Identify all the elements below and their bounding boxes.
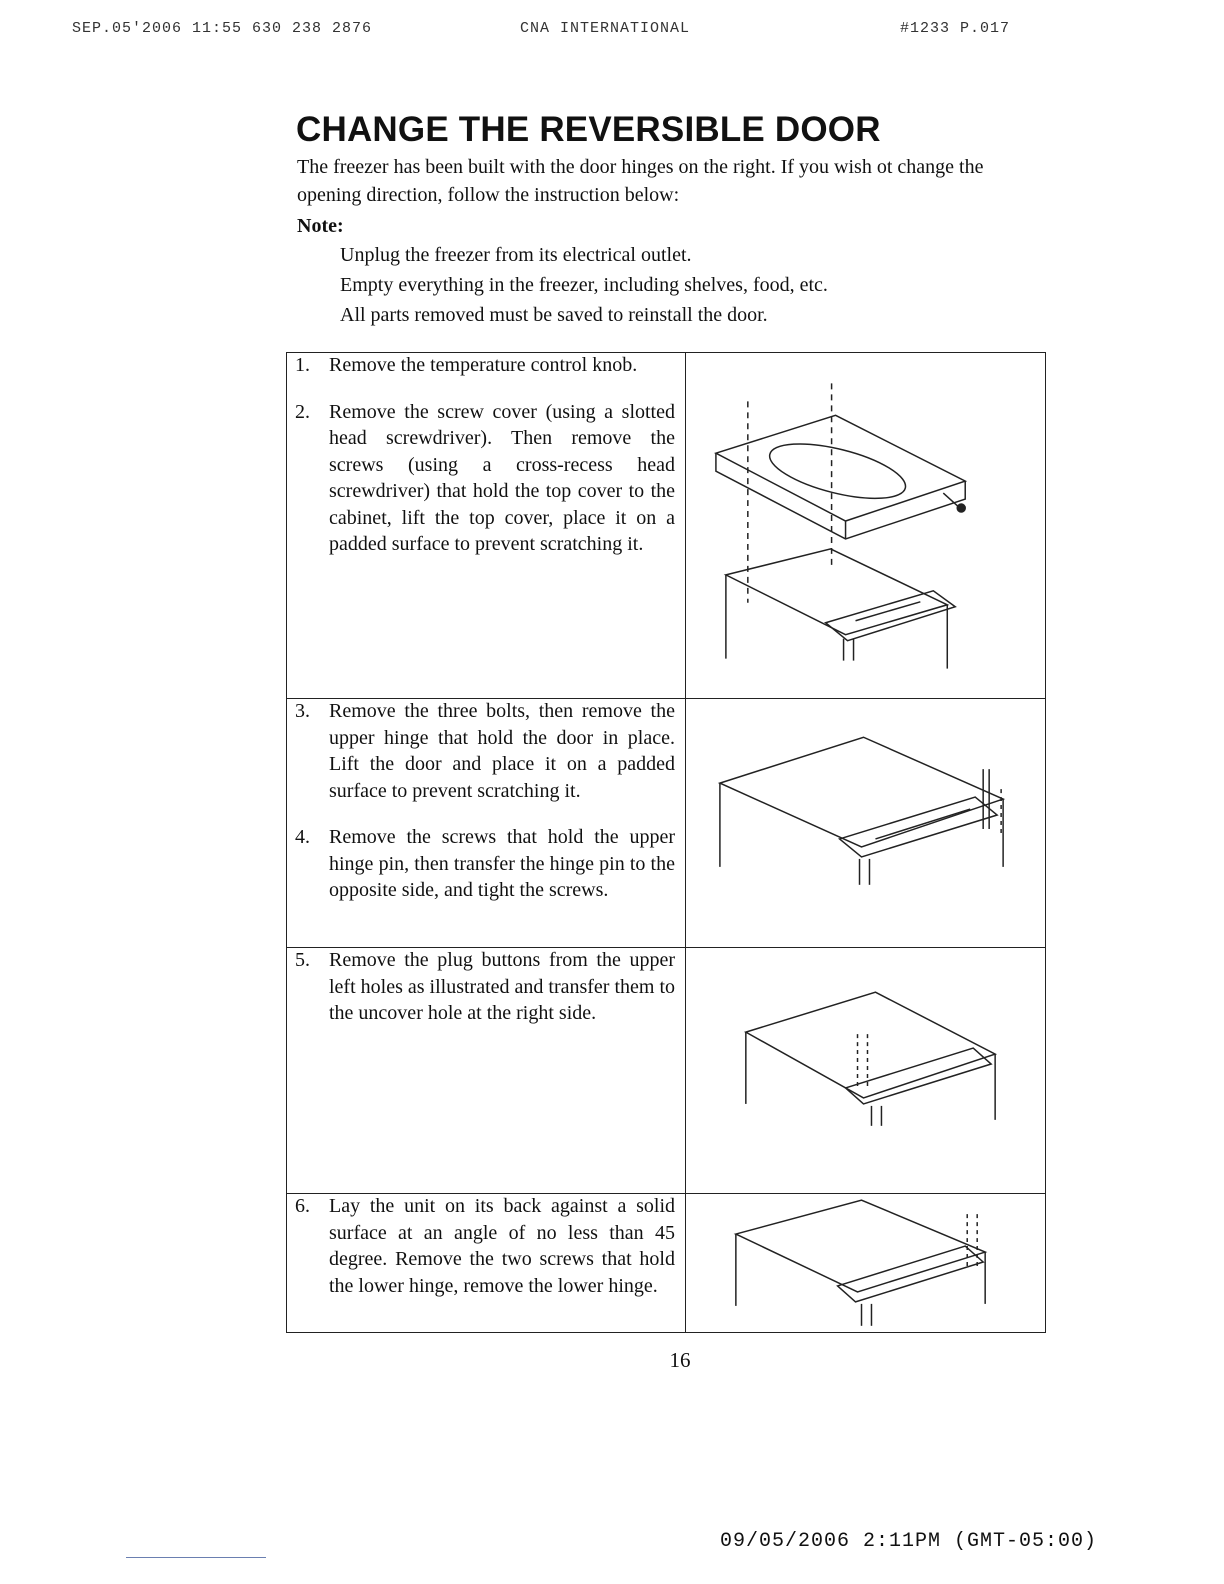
step-number: 3. — [295, 700, 310, 722]
fax-company: CNA INTERNATIONAL — [520, 20, 691, 37]
step-list — [287, 352, 685, 558]
step-number: 2. — [295, 400, 310, 423]
top-cover-edge — [716, 453, 965, 539]
intro-line-1: The freezer has been built with the door hinges on the right. If you wish ot change the — [297, 156, 984, 178]
note-item: Unplug the freezer from its electrical outlet. — [340, 244, 692, 266]
bottom-rule — [126, 1557, 266, 1558]
step-list — [287, 1193, 685, 1299]
step-list — [287, 947, 685, 1027]
top-cover-opening — [765, 433, 911, 509]
step-number: 4. — [295, 826, 310, 848]
step-text: Remove the screw cover (using a slotted head screwdriver). Then remove the screws (using a cross-recess head screwdriver) that hold the top cover to the cabinet, lift the top cover, place it on a padded surface to prevent scratching it. — [329, 400, 675, 555]
intro-line-2: opening direction, follow the instruction below: — [297, 184, 680, 206]
step-1 — [287, 352, 685, 379]
note-item: Empty everything in the freezer, including shelves, food, etc. — [340, 274, 828, 296]
control-panel — [838, 1246, 984, 1302]
table-row — [287, 1194, 1046, 1333]
step-3 — [287, 698, 685, 804]
top-cover-removal-illustration — [686, 353, 1045, 698]
control-panel — [826, 591, 956, 641]
step-text: Remove the three bolts, then remove the upper hinge that hold the door in place. Lift the door and place it on a padded surface to prevent scratching it. — [329, 700, 675, 802]
table-row — [287, 699, 1046, 948]
cabinet-top — [726, 549, 947, 635]
step-text: Remove the temperature control knob. — [329, 354, 638, 376]
note-list — [297, 240, 1047, 330]
step-number: 5. — [295, 949, 310, 971]
step-2 — [287, 399, 685, 558]
figure-lower-hinge-cell — [686, 1194, 1046, 1333]
fax-job-page: #1233 P.017 — [900, 20, 1011, 37]
fax-header — [72, 20, 1032, 42]
fax-footer-timestamp: 09/05/2006 2:11PM (GMT-05:00) — [720, 1530, 1098, 1553]
cabinet-top — [746, 992, 995, 1098]
step-number: 6. — [295, 1195, 310, 1217]
steps-3-4-cell — [287, 699, 686, 948]
upper-hinge-illustration — [686, 699, 1045, 947]
page-title: CHANGE THE REVERSIBLE DOOR — [296, 110, 881, 149]
top-cover-shape — [716, 415, 965, 521]
table-row — [287, 353, 1046, 699]
cabinet-top — [720, 737, 1003, 847]
step-text: Lay the unit on its back against a solid surface at an angle of no less than 45 degree. Remove the two screws that hold the lower hinge, remove the lower hinge. — [329, 1195, 675, 1297]
fax-date-time-phone: SEP.05'2006 11:55 630 238 2876 — [72, 20, 373, 37]
figure-top-cover-cell — [686, 353, 1046, 699]
step-5-cell — [287, 948, 686, 1194]
screw-cover-icon — [957, 504, 965, 512]
step-list — [287, 698, 685, 904]
step-text: Remove the plug buttons from the upper left holes as illustrated and transfer them to the uncover hole at the right side. — [329, 949, 676, 1024]
figure-upper-hinge-cell — [686, 699, 1046, 948]
step-text: Remove the screws that hold the upper hinge pin, then transfer the hinge pin to the opposite side, and tight the screws. — [329, 826, 675, 901]
intro — [297, 153, 1047, 330]
table-row — [287, 948, 1046, 1194]
step-6-cell — [287, 1194, 686, 1333]
plug-buttons-illustration — [686, 948, 1045, 1193]
steps-table — [286, 352, 1046, 1333]
step-5 — [287, 947, 685, 1027]
step-number: 1. — [295, 354, 310, 376]
step-6 — [287, 1193, 685, 1299]
note-item: All parts removed must be saved to reinstall the door. — [340, 304, 768, 326]
page-number: 16 — [669, 1348, 691, 1372]
lower-hinge-illustration — [686, 1194, 1045, 1332]
note-label: Note: — [297, 215, 344, 237]
steps-1-2-cell — [287, 353, 686, 699]
figure-plug-buttons-cell — [686, 948, 1046, 1194]
step-4 — [287, 824, 685, 904]
